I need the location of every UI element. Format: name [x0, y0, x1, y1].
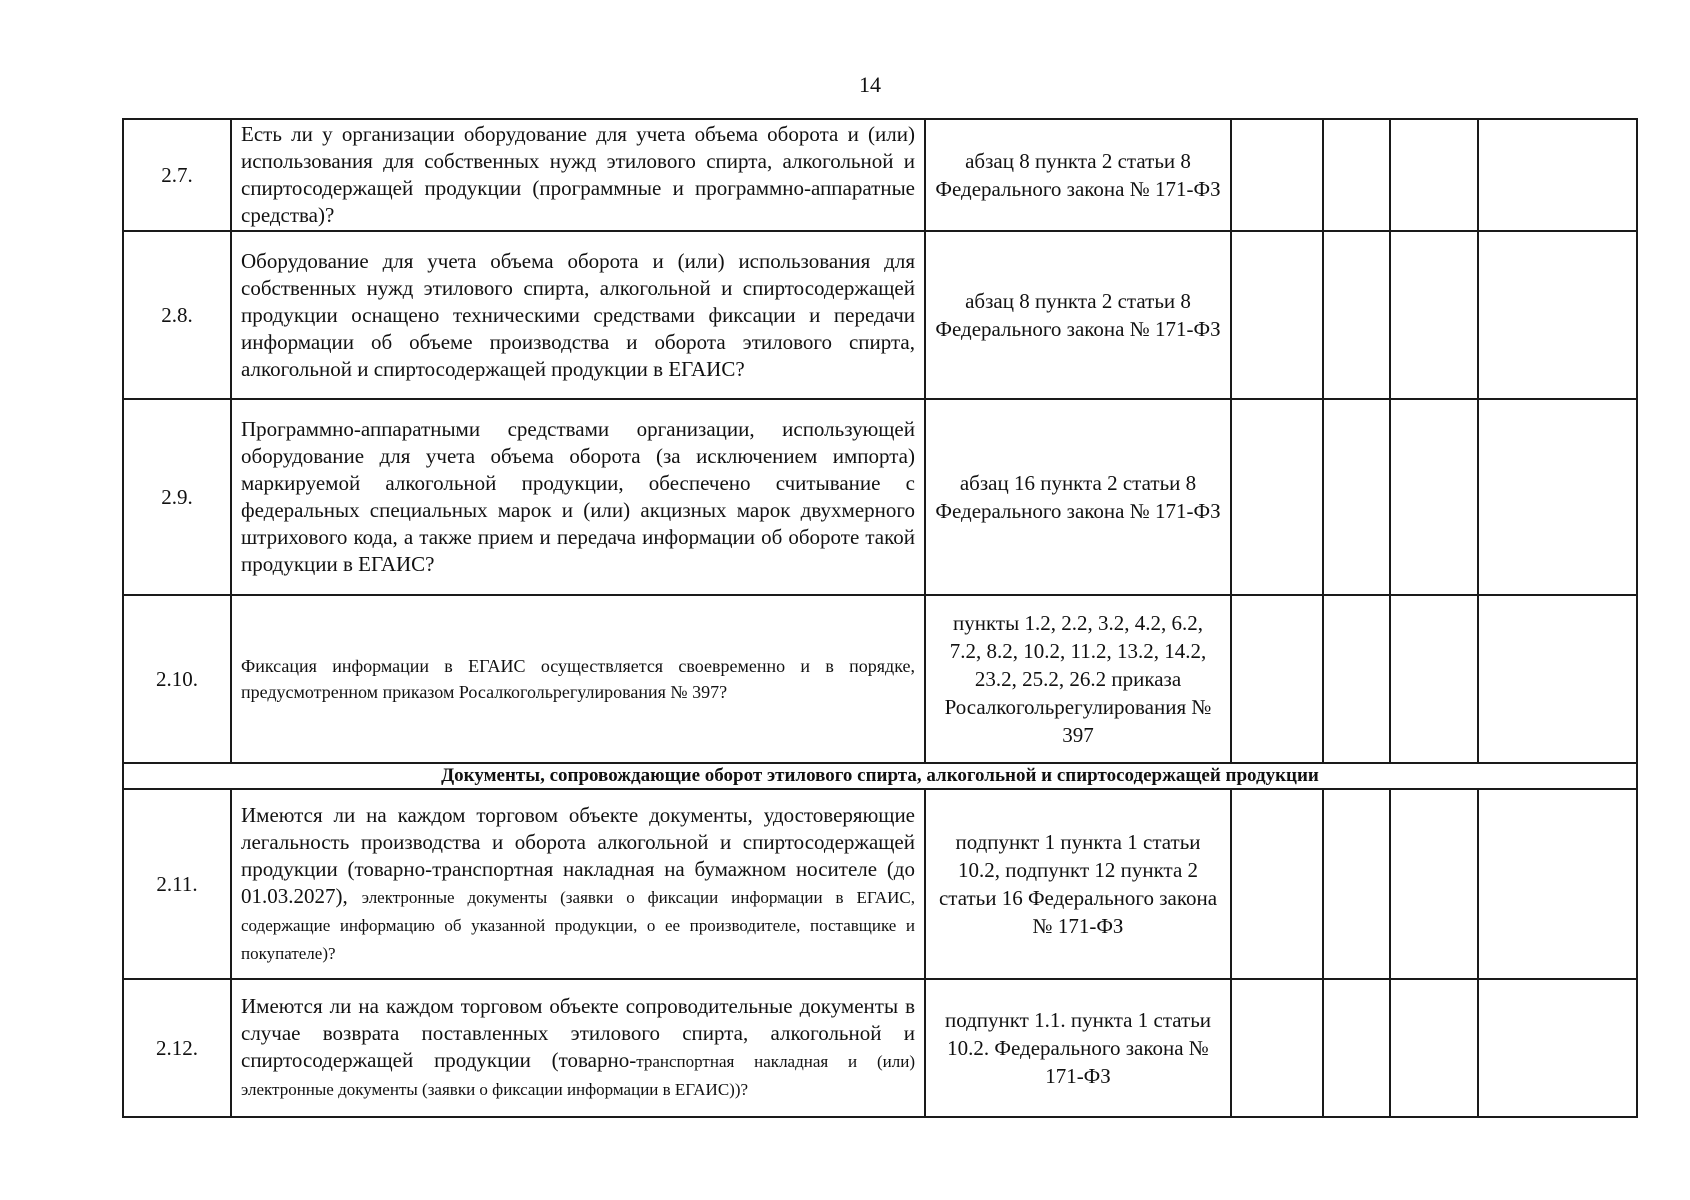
- legal-reference: абзац 8 пункта 2 статьи 8 Федерального закона № 171-ФЗ: [925, 231, 1231, 399]
- answer-cell[interactable]: [1390, 595, 1478, 763]
- question-tail: транспортная накладная и (или) электронные документы (заявки о фиксации информации в ЕГАИС))?: [241, 1052, 915, 1099]
- answer-cell[interactable]: [1231, 979, 1323, 1117]
- answer-cell[interactable]: [1323, 979, 1390, 1117]
- answer-cell[interactable]: [1390, 399, 1478, 595]
- question-main: Имеются ли на каждом торговом объекте сопроводительные документы в случае возврата поставленных этилового спирта, алкогольной и спиртосодержащей продукции (товарно-: [241, 994, 915, 1072]
- item-number: 2.11.: [123, 789, 231, 979]
- answer-cell[interactable]: [1323, 231, 1390, 399]
- notes-cell[interactable]: [1478, 595, 1637, 763]
- item-number: 2.8.: [123, 231, 231, 399]
- answer-cell[interactable]: [1231, 231, 1323, 399]
- question-main: Имеются ли на каждом торговом объекте документы, удостоверяющие легальность производства и оборота алкогольной и спиртосодержащей продукции (товарно-транспортная накладная на бумажном носителе (до 01.03.2027),: [241, 802, 915, 908]
- table-row: [123, 231, 1637, 399]
- answer-cell[interactable]: [1323, 119, 1390, 231]
- answer-cell[interactable]: [1323, 595, 1390, 763]
- answer-cell[interactable]: [1231, 119, 1323, 231]
- legal-reference: абзац 8 пункта 2 статьи 8 Федерального закона № 171-ФЗ: [925, 119, 1231, 231]
- answer-cell[interactable]: [1231, 789, 1323, 979]
- table-row: [123, 399, 1637, 595]
- item-number: 2.7.: [123, 119, 231, 231]
- legal-reference: абзац 16 пункта 2 статьи 8 Федерального закона № 171-ФЗ: [925, 399, 1231, 595]
- question-text: [231, 789, 925, 979]
- table-row: [123, 119, 1637, 231]
- answer-cell[interactable]: [1231, 399, 1323, 595]
- notes-cell[interactable]: [1478, 399, 1637, 595]
- table-row: [123, 595, 1637, 763]
- notes-cell[interactable]: [1478, 789, 1637, 979]
- item-number: 2.10.: [123, 595, 231, 763]
- section-header-row: [123, 763, 1637, 789]
- question-text: Фиксация информации в ЕГАИС осуществляется своевременно и в порядке, предусмотренном приказом Росалкогольрегулирования № 397?: [231, 595, 925, 763]
- question-tail: электронные документы (заявки о фиксации информации в ЕГАИС, содержащие информацию об указанной продукции, о ее производителе, поставщике и покупателе)?: [241, 887, 915, 963]
- question-text: [231, 979, 925, 1117]
- answer-cell[interactable]: [1390, 979, 1478, 1117]
- notes-cell[interactable]: [1478, 979, 1637, 1117]
- section-header: Документы, сопровождающие оборот этилового спирта, алкогольной и спиртосодержащей продукции: [123, 763, 1637, 789]
- legal-reference: подпункт 1 пункта 1 статьи 10.2, подпункт 12 пункта 2 статьи 16 Федерального закона № 171-ФЗ: [925, 789, 1231, 979]
- notes-cell[interactable]: [1478, 119, 1637, 231]
- question-text: Есть ли у организации оборудование для учета объема оборота и (или) использования для собственных нужд этилового спирта, алкогольной и спиртосодержащей продукции (программные и программно-аппаратные средства)?: [231, 119, 925, 231]
- answer-cell[interactable]: [1390, 789, 1478, 979]
- table-row: [123, 789, 1637, 979]
- notes-cell[interactable]: [1478, 231, 1637, 399]
- question-text: Оборудование для учета объема оборота и (или) использования для собственных нужд этилового спирта, алкогольной и спиртосодержащей продукции оснащено техническими средствами фиксации и передачи информации об объеме производства и оборота этилового спирта, алкогольной и спиртосодержащей продукции в ЕГАИС?: [231, 231, 925, 399]
- checklist-table: [122, 118, 1638, 1118]
- legal-reference: пункты 1.2, 2.2, 3.2, 4.2, 6.2, 7.2, 8.2, 10.2, 11.2, 13.2, 14.2, 23.2, 25.2, 26.2 приказа Росалкогольрегулирования № 397: [925, 595, 1231, 763]
- answer-cell[interactable]: [1323, 789, 1390, 979]
- answer-cell[interactable]: [1390, 119, 1478, 231]
- legal-reference: подпункт 1.1. пункта 1 статьи 10.2. Федерального закона № 171-ФЗ: [925, 979, 1231, 1117]
- answer-cell[interactable]: [1390, 231, 1478, 399]
- question-text: Программно-аппаратными средствами организации, использующей оборудование для учета объема оборота (за исключением импорта) маркируемой алкогольной продукции, обеспечено считывание с федеральных специальных марок и (или) акцизных марок двухмерного штрихового кода, а также прием и передача информации об обороте такой продукции в ЕГАИС?: [231, 399, 925, 595]
- answer-cell[interactable]: [1231, 595, 1323, 763]
- answer-cell[interactable]: [1323, 399, 1390, 595]
- page-number: 14: [859, 72, 881, 97]
- item-number: 2.9.: [123, 399, 231, 595]
- table-row: [123, 979, 1637, 1117]
- item-number: 2.12.: [123, 979, 231, 1117]
